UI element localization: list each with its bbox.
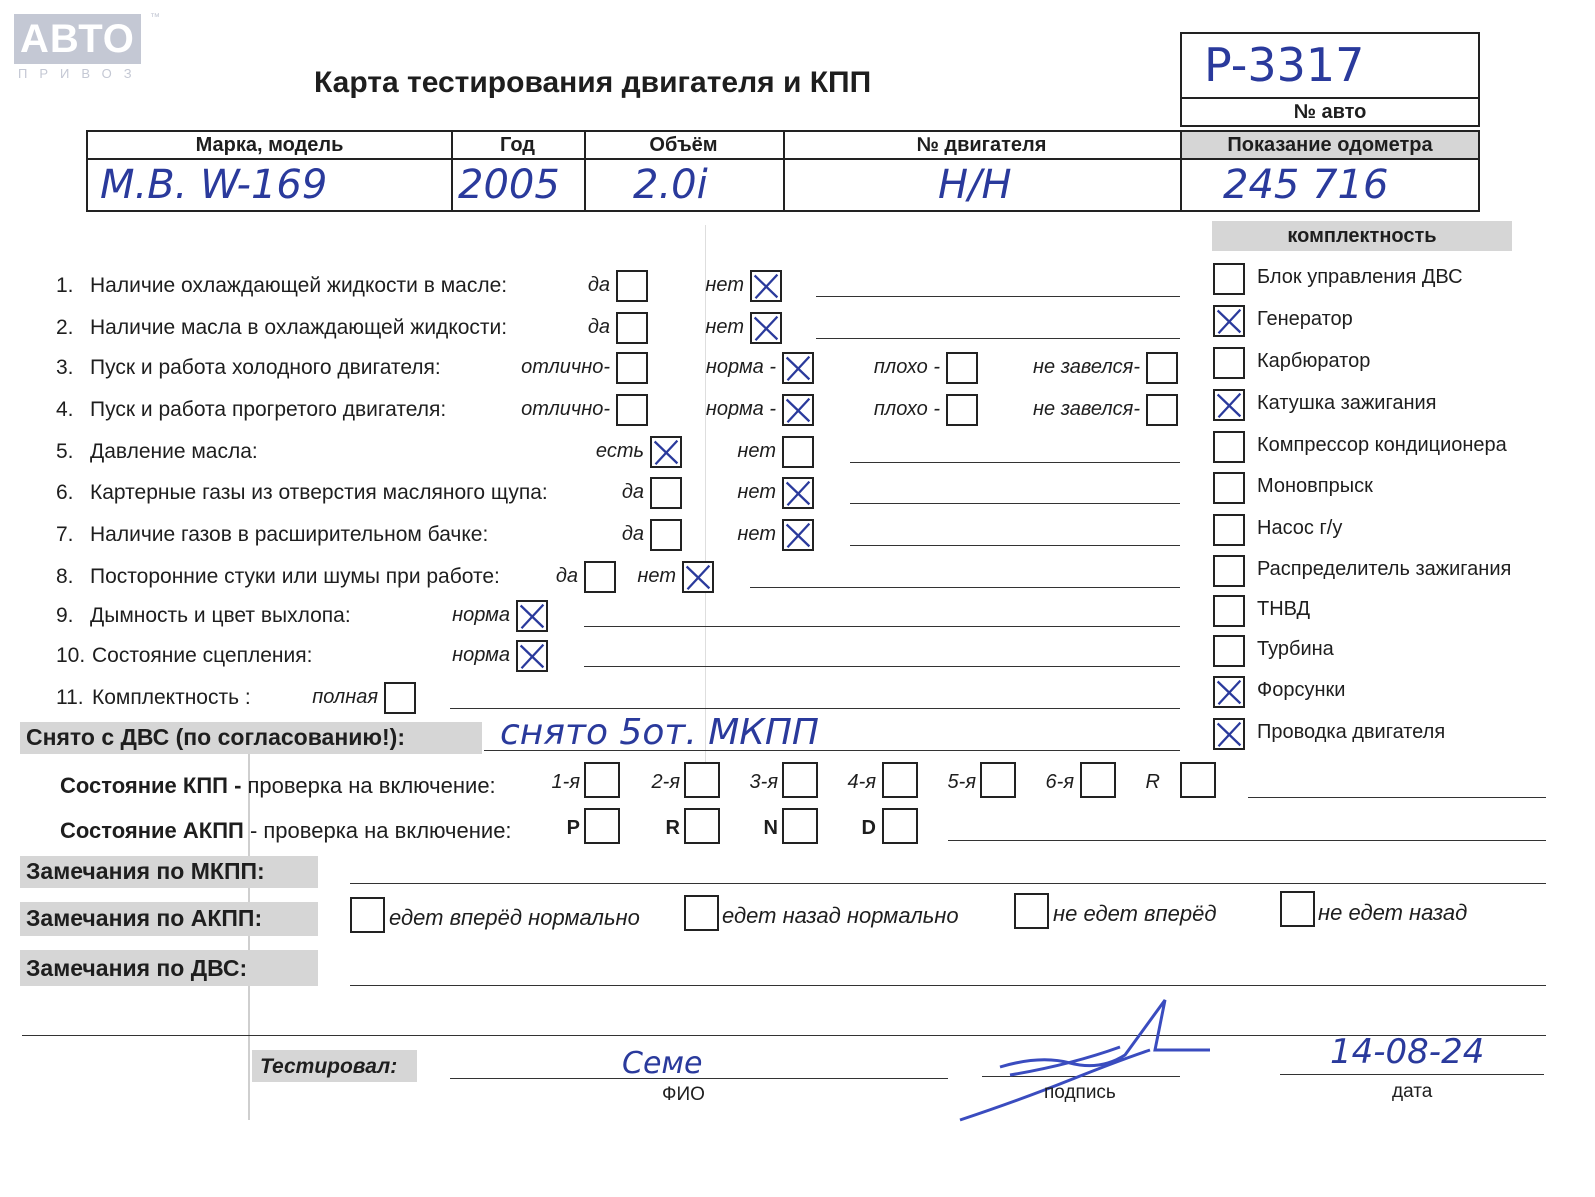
question-10-comment-line — [584, 666, 1180, 667]
komplekt-item-8-label: ТНВД — [1257, 598, 1311, 620]
fio-label: ФИО — [662, 1084, 705, 1105]
komplekt-item-1-label: Генератор — [1257, 308, 1353, 330]
col-header-volume: Объём — [649, 134, 718, 156]
komplekt-item-1-check-mark — [1215, 307, 1243, 335]
komplekt-item-3-label: Катушка зажигания — [1257, 392, 1437, 414]
col-header-engine-no: № двигателя — [916, 134, 1047, 156]
col-header-year: Год — [500, 134, 535, 156]
question-1-opt-1-label: нет — [705, 274, 744, 296]
question-11-text: Комплектность : — [92, 686, 251, 709]
tested-by-label: Тестировал: — [260, 1055, 398, 1078]
komplekt-item-5-label: Моновпрыск — [1257, 475, 1373, 497]
date-value: 14-08-24 — [1330, 1032, 1485, 1072]
komplekt-item-0-checkbox[interactable] — [1213, 263, 1245, 295]
kpp-underline — [1248, 797, 1546, 798]
komplekt-item-11-checkbox[interactable] — [1213, 718, 1245, 750]
question-8-number: 8. — [56, 565, 74, 588]
question-5-opt-1-label: нет — [737, 440, 776, 462]
komplekt-item-10-check-mark — [1215, 678, 1243, 706]
value-odometer: 245 716 — [1223, 162, 1389, 208]
komplekt-item-2-label: Карбюратор — [1257, 350, 1371, 372]
question-6-opt-1-checkbox[interactable] — [782, 477, 814, 509]
akpp-opt-forward-ok-label: едет вперёд нормально — [389, 905, 640, 930]
question-6-comment-line — [850, 503, 1180, 504]
question-7-comment-line — [850, 545, 1180, 546]
komplekt-item-8-checkbox[interactable] — [1213, 595, 1245, 627]
komplekt-item-11-label: Проводка двигателя — [1257, 721, 1446, 743]
kpp-gear-2-label: 3-я — [749, 771, 778, 793]
question-3-opt-0-label: отлично- — [521, 356, 610, 378]
date-label: дата — [1392, 1081, 1433, 1102]
question-11-opt-0-checkbox[interactable] — [384, 682, 416, 714]
question-7-number: 7. — [56, 523, 74, 546]
question-3-text: Пуск и работа холодного двигателя: — [90, 356, 441, 379]
question-8-opt-1-label: нет — [637, 565, 676, 587]
question-1-opt-1-checkbox[interactable] — [750, 270, 782, 302]
question-8-opt-1-check-mark — [684, 563, 712, 591]
question-4-number: 4. — [56, 398, 74, 421]
komplekt-item-9-checkbox[interactable] — [1213, 635, 1245, 667]
question-2-opt-1-label: нет — [705, 316, 744, 338]
auto-number-box — [1180, 32, 1480, 127]
question-8-text: Посторонние стуки или шумы при работе: — [90, 565, 500, 588]
kpp-gear-3-label: 4-я — [847, 771, 876, 793]
komplekt-title: комплектность — [1287, 225, 1437, 247]
komplekt-item-4-label: Компрессор кондиционера — [1257, 434, 1507, 456]
question-6-opt-0-label: да — [621, 481, 644, 503]
kpp-gear-4-label: 5-я — [947, 771, 976, 793]
question-5-comment-line — [850, 462, 1180, 463]
remarks-mkpp-label: Замечания по МКПП: — [26, 858, 265, 884]
question-4-opt-2-label: плохо - — [873, 398, 940, 420]
question-11-comment-line — [450, 708, 1180, 709]
question-1-text: Наличие охлаждающей жидкости в масле: — [90, 274, 508, 297]
question-8-opt-0-label: да — [555, 565, 578, 587]
logo-main: АВТО — [14, 14, 141, 64]
question-8-comment-line — [750, 587, 1180, 588]
komplekt-item-10-checkbox[interactable] — [1213, 676, 1245, 708]
question-8-opt-1-checkbox[interactable] — [682, 561, 714, 593]
akpp-opt-no-back-label: не едет назад — [1318, 900, 1468, 925]
akpp-opt-no-back-checkbox[interactable] — [1280, 891, 1315, 927]
question-9-comment-line — [584, 626, 1180, 627]
kpp-label-bold: Состояние КПП - — [60, 773, 242, 798]
komplekt-item-3-checkbox[interactable] — [1213, 389, 1245, 421]
question-2-comment-line — [816, 338, 1180, 339]
remarks-dvs-line-2 — [22, 1035, 1546, 1036]
komplekt-item-3-check-mark — [1215, 391, 1243, 419]
value-volume: 2.0i — [633, 162, 708, 208]
auto-number-divider — [1182, 97, 1478, 99]
question-2-opt-1-check-mark — [752, 314, 780, 342]
question-4-opt-3-label: не завелся- — [1033, 398, 1140, 420]
question-6-opt-1-check-mark — [784, 479, 812, 507]
question-1-opt-1-check-mark — [752, 272, 780, 300]
col-header-make: Марка, модель — [195, 134, 344, 156]
removed-label: Снято с ДВС (по согласованию!): — [26, 724, 405, 750]
question-3-opt-2-label: плохо - — [873, 356, 940, 378]
komplekt-item-9-label: Турбина — [1257, 638, 1334, 660]
akpp-opt-back-ok-label: едет назад нормально — [722, 903, 959, 928]
question-5-text: Давление масла: — [90, 440, 258, 463]
sign-label: подпись — [1044, 1082, 1116, 1103]
signature-scribble — [950, 995, 1220, 1125]
komplekt-item-5-checkbox[interactable] — [1213, 472, 1245, 504]
akpp-gear-3-checkbox[interactable] — [882, 808, 918, 844]
akpp-gear-1-label: R — [665, 817, 680, 839]
komplekt-item-11-check-mark — [1215, 720, 1243, 748]
komplekt-item-10-label: Форсунки — [1257, 679, 1346, 701]
komplekt-item-2-checkbox[interactable] — [1213, 347, 1245, 379]
value-engine-no: H/H — [938, 162, 1012, 208]
question-6-number: 6. — [56, 481, 74, 504]
question-5-opt-0-label: есть — [595, 440, 644, 462]
question-10-opt-0-checkbox[interactable] — [516, 640, 548, 672]
col-header-odometer: Показание одометра — [1227, 134, 1433, 156]
akpp-underline — [948, 840, 1546, 841]
question-3-opt-1-label: норма - — [705, 356, 776, 378]
logo — [14, 14, 164, 84]
question-10-number: 10. — [56, 644, 86, 667]
question-2-opt-1-checkbox[interactable] — [750, 312, 782, 344]
question-7-opt-1-label: нет — [737, 523, 776, 545]
kpp-gear-6-checkbox[interactable] — [1180, 762, 1216, 798]
question-9-text: Дымность и цвет выхлопа: — [90, 604, 351, 627]
remarks-dvs-line-1 — [350, 985, 1546, 986]
question-2-number: 2. — [56, 316, 74, 339]
question-2-text: Наличие масла в охлаждающей жидкости: — [90, 316, 508, 339]
value-make: M.B. W-169 — [100, 162, 328, 208]
question-6-opt-1-label: нет — [737, 481, 776, 503]
question-9-opt-0-label: норма — [452, 604, 510, 626]
question-10-text: Состояние сцепления: — [92, 644, 313, 667]
question-11-opt-0-label: полная — [312, 686, 378, 708]
question-5-number: 5. — [56, 440, 74, 463]
question-10-opt-0-check-mark — [518, 642, 546, 670]
removed-value: снято 5от. МКПП — [500, 712, 819, 753]
auto-number-value: P-3317 — [1204, 38, 1365, 92]
kpp-gear-0-label: 1-я — [551, 771, 580, 793]
akpp-opt-no-forward-label: не едет вперёд — [1053, 901, 1217, 926]
komplekt-item-7-label: Распределитель зажигания — [1257, 558, 1512, 580]
akpp-opt-no-forward-checkbox[interactable] — [1014, 893, 1049, 929]
akpp-gear-0-label: P — [566, 817, 580, 839]
page-title: Карта тестирования двигателя и КПП — [314, 66, 872, 99]
header-table — [86, 130, 1480, 212]
komplekt-item-6-checkbox[interactable] — [1213, 514, 1245, 546]
auto-number-label: № авто — [1293, 101, 1367, 123]
question-2-opt-0-label: да — [587, 316, 610, 338]
akpp-gear-2-label: N — [763, 817, 778, 839]
question-7-text: Наличие газов в расширительном бачке: — [90, 523, 489, 546]
question-4-text: Пуск и работа прогретого двигателя: — [90, 398, 447, 421]
komplekt-item-1-checkbox[interactable] — [1213, 305, 1245, 337]
akpp-gear-3-label: D — [861, 817, 876, 839]
question-3-opt-3-label: не завелся- — [1033, 356, 1140, 378]
komplekt-item-6-label: Насос г/у — [1257, 517, 1343, 539]
komplekt-item-0-label: Блок управления ДВС — [1257, 266, 1463, 288]
akpp-label-bold: Состояние АКПП — [60, 818, 244, 843]
fio-value: Семе — [622, 1046, 703, 1081]
remarks-dvs-label: Замечания по ДВС: — [26, 955, 248, 981]
question-9-number: 9. — [56, 604, 74, 627]
question-4-opt-1-label: норма - — [705, 398, 776, 420]
fold-line-2 — [705, 225, 706, 785]
value-year: 2005 — [458, 162, 560, 208]
question-1-comment-line — [816, 296, 1180, 297]
akpp-opt-back-ok-checkbox[interactable] — [684, 895, 719, 931]
question-10-opt-0-label: норма — [452, 644, 510, 666]
question-11-number: 11. — [56, 686, 84, 709]
logo-tm: ™ — [150, 12, 160, 23]
question-7-opt-1-checkbox[interactable] — [782, 519, 814, 551]
remarks-mkpp-line — [350, 883, 1546, 884]
question-7-opt-1-check-mark — [784, 521, 812, 549]
question-9-opt-0-checkbox[interactable] — [516, 600, 548, 632]
question-4-opt-3-checkbox[interactable] — [1146, 394, 1178, 426]
question-7-opt-0-label: да — [621, 523, 644, 545]
akpp-label-rest: - проверка на включение: — [243, 818, 512, 843]
question-1-number: 1. — [56, 274, 74, 297]
logo-sub: ПРИВОЗ — [18, 66, 144, 81]
question-3-number: 3. — [56, 356, 74, 379]
kpp-gear-6-label: R — [1145, 771, 1160, 793]
kpp-gear-1-label: 2-я — [651, 771, 680, 793]
kpp-gear-5-label: 6-я — [1045, 771, 1074, 793]
akpp-opt-forward-ok-checkbox[interactable] — [350, 897, 385, 933]
question-6-text: Картерные газы из отверстия масляного щупа: — [90, 481, 548, 504]
question-3-opt-3-checkbox[interactable] — [1146, 352, 1178, 384]
question-5-opt-1-checkbox[interactable] — [782, 436, 814, 468]
komplekt-item-7-checkbox[interactable] — [1213, 555, 1245, 587]
date-line — [1280, 1074, 1544, 1075]
remarks-akpp-label: Замечания по АКПП: — [26, 905, 263, 931]
komplekt-item-4-checkbox[interactable] — [1213, 431, 1245, 463]
question-4-opt-0-label: отлично- — [521, 398, 610, 420]
question-9-opt-0-check-mark — [518, 602, 546, 630]
question-1-opt-0-label: да — [587, 274, 610, 296]
kpp-label-rest: проверка на включение: — [241, 773, 496, 798]
